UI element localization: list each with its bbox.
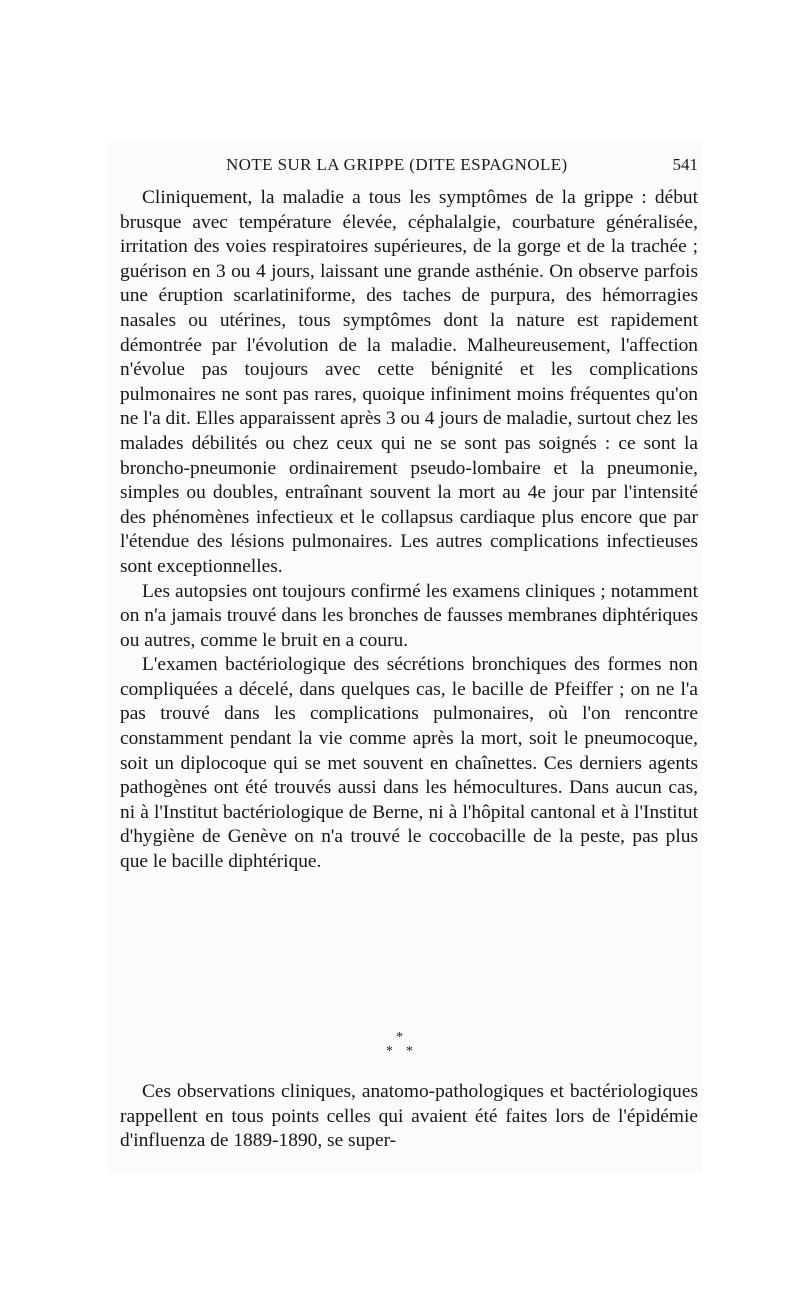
separator-star-right: *: [406, 1044, 413, 1059]
running-title: NOTE SUR LA GRIPPE (DITE ESPAGNOLE): [226, 155, 568, 174]
paragraph-clinical: Cliniquement, la maladie a tous les symptômes de la grippe : début brusque avec température élevée, céphalalgie, courbature généralisée, irritation des voies respiratoires supérieures, de la gorge et de la trachée ; guérison en 3 ou 4 jours, laissant une grande asthénie. On observe parfois une éruption scarlatiniforme, des taches de purpura, des hémorragies nasales ou utérines, tous symptômes dont la nature est rapidement démontrée par l'évolution de la maladie. Malheureusement, l'affection n'évolue pas toujours avec cette bénignité et les complications pulmonaires ne sont pas rares, quoique infiniment moins fréquentes qu'on ne l'a dit. Elles apparaissent après 3 ou 4 jours de maladie, surtout chez les malades débilités ou chez ceux qui ne se sont pas soignés : ce sont la broncho-pneumonie ordinairement pseudo-lombaire et la pneumonie, simples ou doubles, entraînant souvent la mort au 4e jour par l'intensité des phénomènes infectieux et le collapsus cardiaque plus encore que par l'étendue des lésions pulmonaires. Les autres complications infectieuses sont exceptionnelles.: [120, 187, 698, 577]
tail-text: [120, 1080, 698, 1154]
page-number: 541: [672, 155, 698, 174]
running-header: [120, 155, 698, 179]
body-text: [120, 186, 698, 875]
paragraph-bacteriology: L'examen bactériologique des sécrétions bronchiques des formes non compliquées a décelé, dans quelques cas, le bacille de Pfeiffer ; on ne l'a pas trouvé dans les complications pulmonaires, où l'on rencontre constamment pendant la vie comme après la mort, soit le pneumocoque, soit un diplocoque qui se met souvent en chaînettes. Ces derniers agents pathogènes ont été trouvés aussi dans les hémocultures. Dans aucun cas, ni à l'Institut bactériologique de Berne, ni à l'hôpital cantonal et à l'Institut d'hygiène de Genève on n'a trouvé le coccobacille de la peste, pas plus que le bacille diphtérique.: [120, 654, 698, 873]
section-separator: [380, 1030, 420, 1060]
separator-star-top: *: [396, 1030, 403, 1045]
paragraph-observations: Ces observations cliniques, anatomo-pathologiques et bactériologiques rappellent en tous points celles qui avaient été faites lors de l'épidémie d'influenza de 1889-1890, se super-: [120, 1081, 698, 1152]
separator-star-left: *: [386, 1044, 393, 1059]
paragraph-autopsies: Les autopsies ont toujours confirmé les examens cliniques ; notamment on n'a jamais trouvé dans les bronches de fausses membranes diphtériques ou autres, comme le bruit en a couru.: [120, 580, 698, 651]
